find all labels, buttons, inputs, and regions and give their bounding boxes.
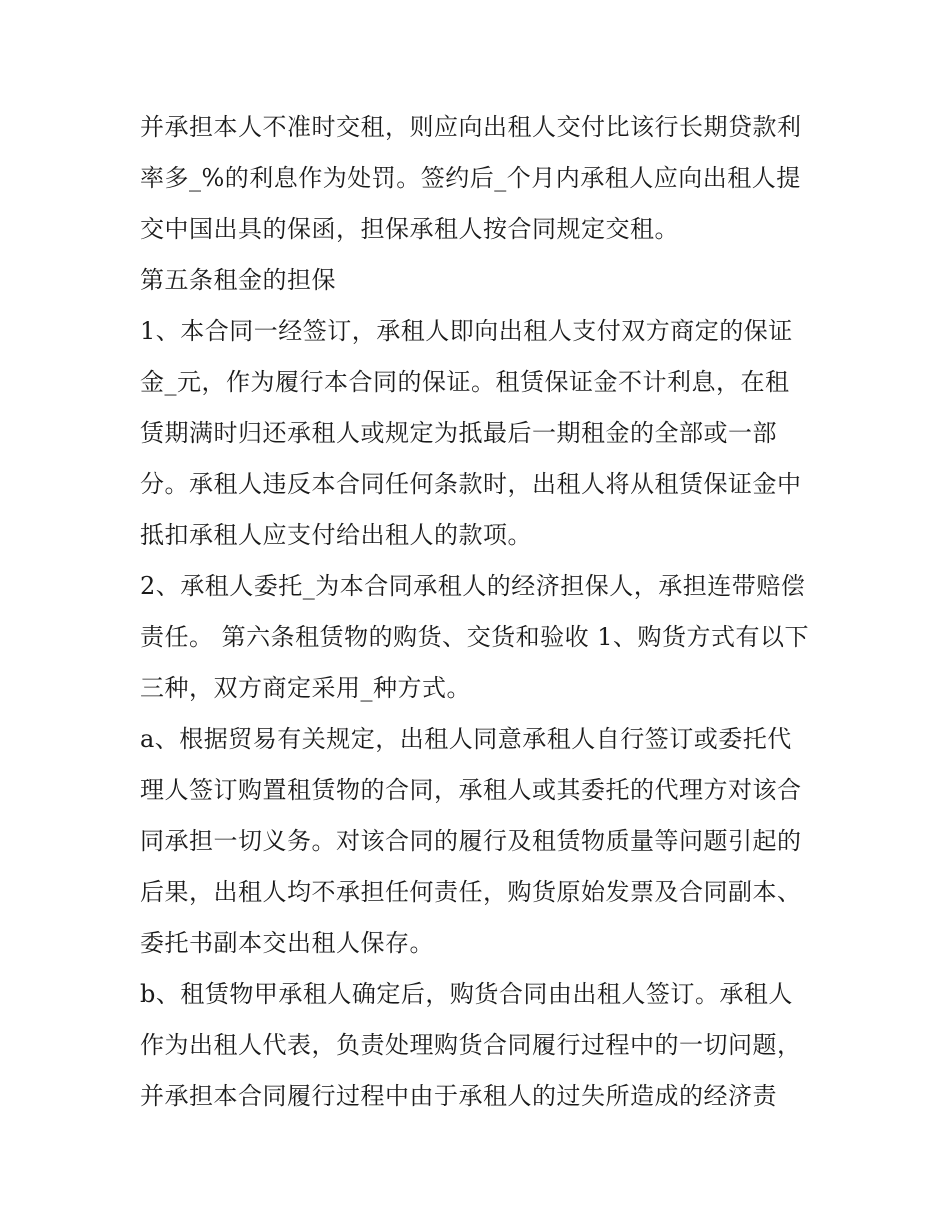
text-line: 分。承租人违反本合同任何条款时，出租人将从租赁保证金中 <box>140 470 802 498</box>
document-body <box>140 102 820 1122</box>
text-line: a、根据贸易有关规定，出租人同意承租人自行签订或委托代 <box>140 725 792 753</box>
text-line: 并承担本合同履行过程中由于承租人的过失所造成的经济责 <box>140 1082 777 1110</box>
text-line: 金_元，作为履行本合同的保证。租赁保证金不计利息，在租 <box>140 368 790 396</box>
text-line: 责任。 第六条租赁物的购货、交货和验收 1、购货方式有以下 <box>140 623 810 651</box>
text-line: 交中国出具的保函，担保承租人按合同规定交租。 <box>140 215 679 243</box>
paragraph-item-a-self-purchase <box>140 714 820 969</box>
text-line: 理人签订购置租赁物的合同，承租人或其委托的代理方对该合 <box>140 776 802 804</box>
paragraph-item-b-lessor-purchase <box>140 969 820 1122</box>
text-line: 抵扣承租人应支付给出租人的款项。 <box>140 521 532 549</box>
text-line: 赁期满时归还承租人或规定为抵最后一期租金的全部或一部 <box>140 419 777 447</box>
text-line: 第五条租金的担保 <box>140 266 336 294</box>
paragraph-item-2-guarantor <box>140 561 820 714</box>
text-line: 同承担一切义务。对该合同的履行及租赁物质量等问题引起的 <box>140 827 802 855</box>
paragraph-interest-penalty <box>140 102 820 255</box>
text-line: 1、本合同一经签订，承租人即向出租人支付双方商定的保证 <box>140 317 793 345</box>
text-line: 后果，出租人均不承担任何责任，购货原始发票及合同副本、 <box>140 878 802 906</box>
text-line: 三种，双方商定采用_种方式。 <box>140 674 471 702</box>
text-line: 并承担本人不准时交租，则应向出租人交付比该行长期贷款利 <box>140 113 802 141</box>
text-line: 2、承租人委托_为本合同承租人的经济担保人，承担连带赔偿 <box>140 572 806 600</box>
text-line: 率多_%的利息作为处罚。签约后_个月内承租人应向出租人提 <box>140 164 801 192</box>
text-line: 作为出租人代表，负责处理购货合同履行过程中的一切问题， <box>140 1031 802 1059</box>
text-line: 委托书副本交出租人保存。 <box>140 929 434 957</box>
section-heading-rent-guarantee <box>140 255 820 306</box>
text-line: b、租赁物甲承租人确定后，购货合同由出租人签订。承租人 <box>140 980 793 1008</box>
paragraph-item-1-deposit <box>140 306 820 561</box>
